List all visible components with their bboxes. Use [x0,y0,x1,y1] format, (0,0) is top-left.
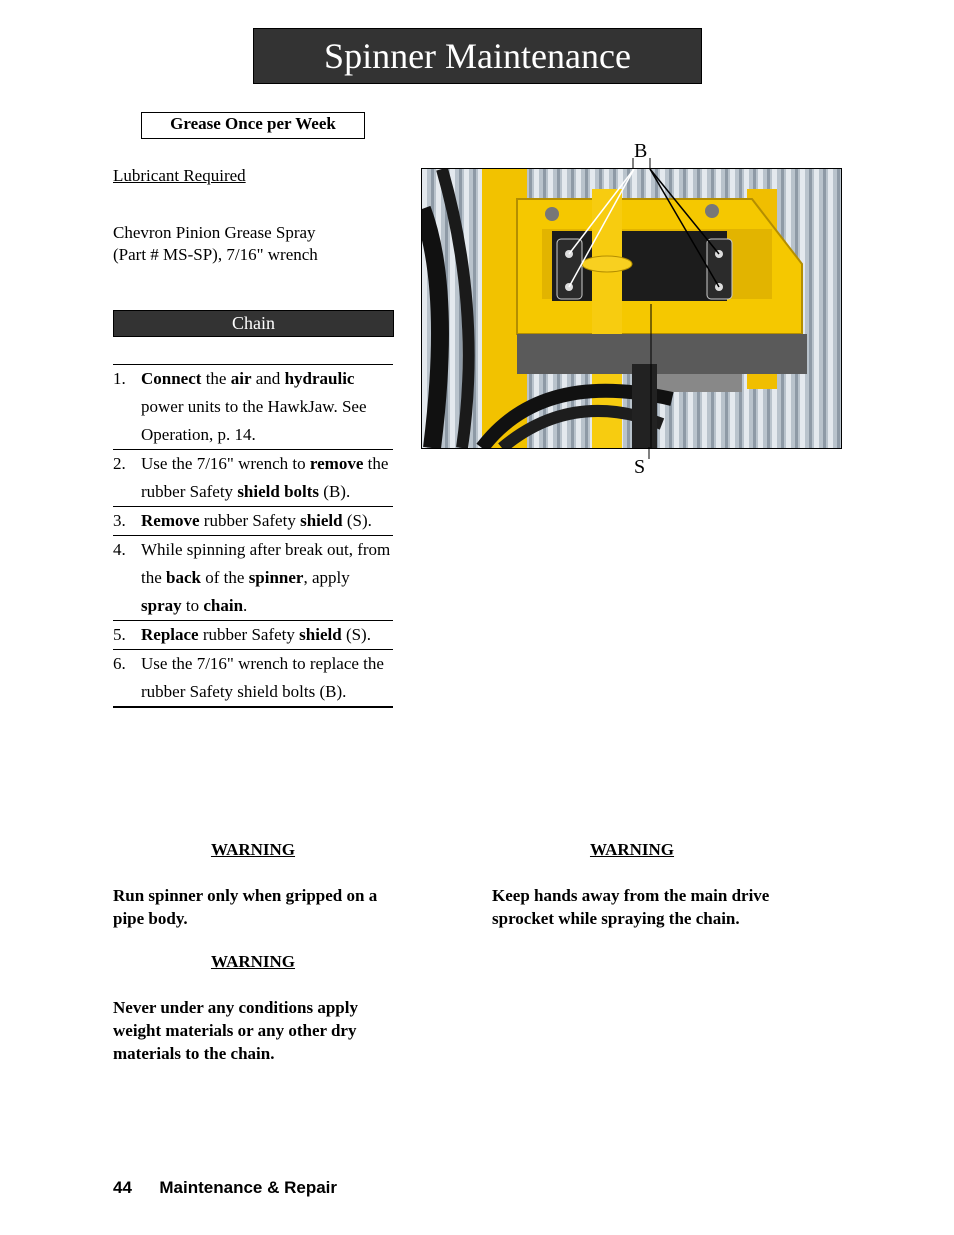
warning-heading-3: WARNING [589,840,675,859]
step-number: 5. [113,625,126,644]
page-title: Spinner Maintenance [253,28,702,84]
warning-heading-1: WARNING [210,840,296,859]
lubricant-line-1: Chevron Pinion Grease Spray [113,223,316,242]
spinner-illustration [422,169,841,448]
steps-list [113,364,393,708]
callout-lines-top [600,140,720,170]
warning-heading-2: WARNING [210,952,296,971]
step-item [113,449,393,506]
step-text: Use the 7/16" wrench to remove the rubber Safety shield bolts (B). [141,454,389,501]
page-number: 44 [113,1178,132,1197]
step-item [113,364,393,449]
step-item [113,620,393,649]
lubricant-text [113,222,393,266]
step-item [113,535,393,620]
step-text: While spinning after break out, from the back of the spinner, apply spray to chain. [141,540,391,615]
callout-label-b: B [634,140,648,162]
step-item [113,506,393,535]
step-text: Connect the air and hydraulic power units to the HawkJaw. See Operation, p. 14. [141,369,367,444]
step-text: Replace rubber Safety shield (S). [141,625,371,644]
step-text: Remove rubber Safety shield (S). [141,511,372,530]
step-number: 1. [113,369,126,388]
chain-heading: Chain [113,310,394,337]
lubricant-line-2: (Part # MS-SP), 7/16" wrench [113,245,318,264]
step-text: Use the 7/16" wrench to replace the rubber Safety shield bolts (B). [141,654,384,701]
page-footer [113,1178,337,1198]
callout-label-s: S [634,456,646,478]
warning-text-2: Never under any conditions apply weight materials or any other dry materials to the chain. [113,998,358,1063]
step-number: 3. [113,511,126,530]
lubricant-label: Lubricant Required [113,166,246,185]
warning-text-3: Keep hands away from the main drive sprocket while spraying the chain. [492,886,770,928]
warning-text-1: Run spinner only when gripped on a pipe body. [113,886,378,928]
step-number: 6. [113,654,126,673]
step-number: 4. [113,540,126,559]
grease-interval-box: Grease Once per Week [141,112,365,139]
spinner-photo [421,168,842,449]
footer-section: Maintenance & Repair [159,1178,337,1197]
step-item [113,649,393,708]
step-number: 2. [113,454,126,473]
